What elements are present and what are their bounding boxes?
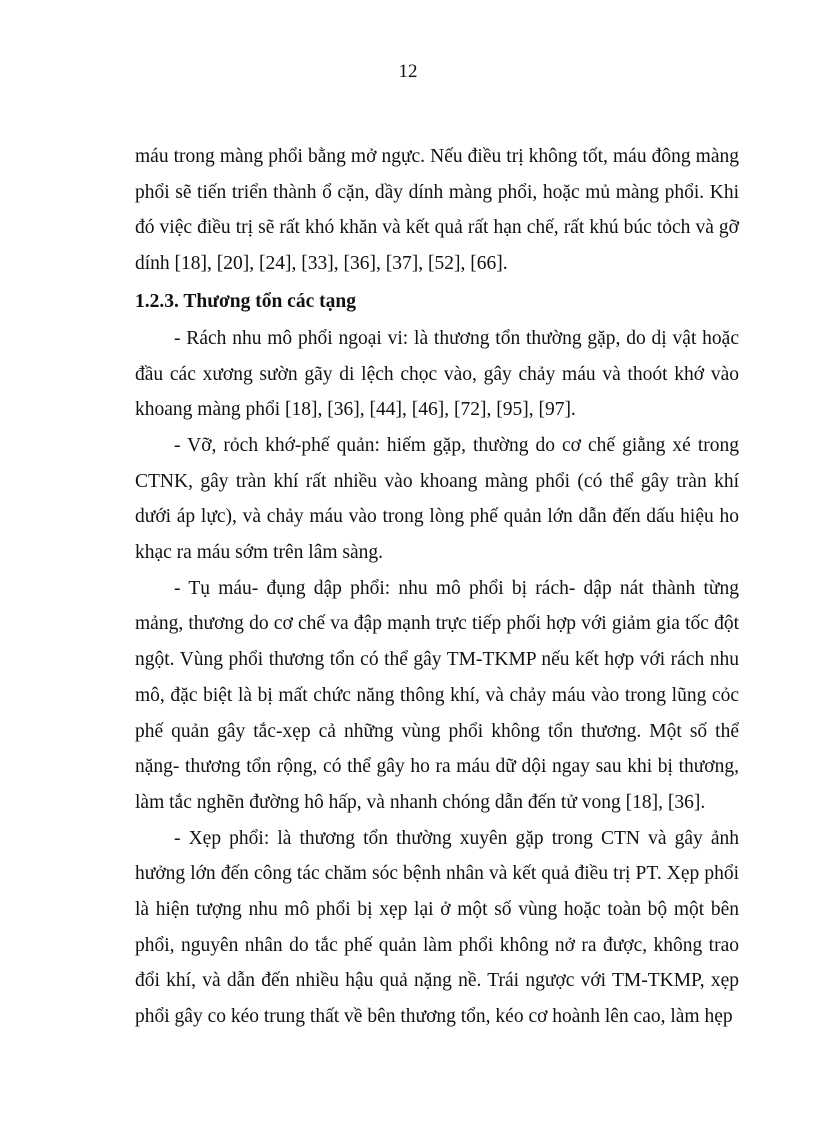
page-number: 12 [398,61,418,82]
paragraph-continuation: máu trong màng phổi bằng mở ngực. Nếu điều trị không tốt, máu đông màng phổi sẽ tiến triển thành ổ cặn, dầy dính màng phổi, hoặc mủ màng phổi. Khi đó việc điều trị sẽ rất khó khăn và kết quả rất hạn chế, rất khú búc tỏch và gỡ dính [18], [20], [24], [33], [36], [37], [52], [66]. [135,146,739,275]
section-heading: 1.2.3. Thương tổn các tạng [135,290,356,312]
paragraph-atelectasis: - Xẹp phổi: là thương tổn thường xuyên gặp trong CTN và gây ảnh hưởng lớn đến công tác chăm sóc bệnh nhân và kết quả điều trị PT. Xẹp phổi là hiện tượng nhu mô phổi bị xẹp lại ở một số vùng hoặc toàn bộ một bên phổi, nguyên nhân do tắc phế quản làm phổi không nở ra được, không trao đổi khí, và dẫn đến nhiều hậu quả nặng nề. Trái ngược với TM-TKMP, xẹp phổi gây co kéo trung thất về bên thương tổn, kéo cơ hoành lên cao, làm hẹp [135,827,739,1028]
paragraph-lung-contusion: - Tụ máu- đụng dập phổi: nhu mô phổi bị rách- dập nát thành từng mảng, thương do cơ chế va đập mạnh trực tiếp phối hợp với giảm gia tốc đột ngột. Vùng phổi thương tổn có thể gây TM-TKMP nếu kết hợp với rách nhu mô, đặc biệt là bị mất chức năng thông khí, và chảy máu vào trong lũng cỏc phế quản gây tắc-xẹp cả những vùng phổi không tổn thương. Một số thể nặng- thương tổn rộng, có thể gây ho ra máu dữ dội ngay sau khi bị thương, làm tắc nghẽn đường hô hấp, và nhanh chóng dẫn đến tử vong [18], [36]. [135,577,739,813]
paragraph-tracheobronchial-rupture: - Vỡ, rỏch khớ-phế quản: hiếm gặp, thường do cơ chế giằng xé trong CTNK, gây tràn khí rất nhiều vào khoang màng phổi (có thể gây tràn khí dưới áp lực), và chảy máu vào trong lòng phế quản lớn dẫn đến dấu hiệu ho khạc ra máu sớm trên lâm sàng. [135,434,739,564]
document-body [135,139,739,1035]
paragraph-lung-laceration: - Rách nhu mô phổi ngoại vi: là thương tổn thường gặp, do dị vật hoặc đầu các xương sườn gãy di lệch chọc vào, gây chảy máu và thoót khớ vào khoang màng phổi [18], [36], [44], [46], [72], [95], [97]. [135,327,739,421]
